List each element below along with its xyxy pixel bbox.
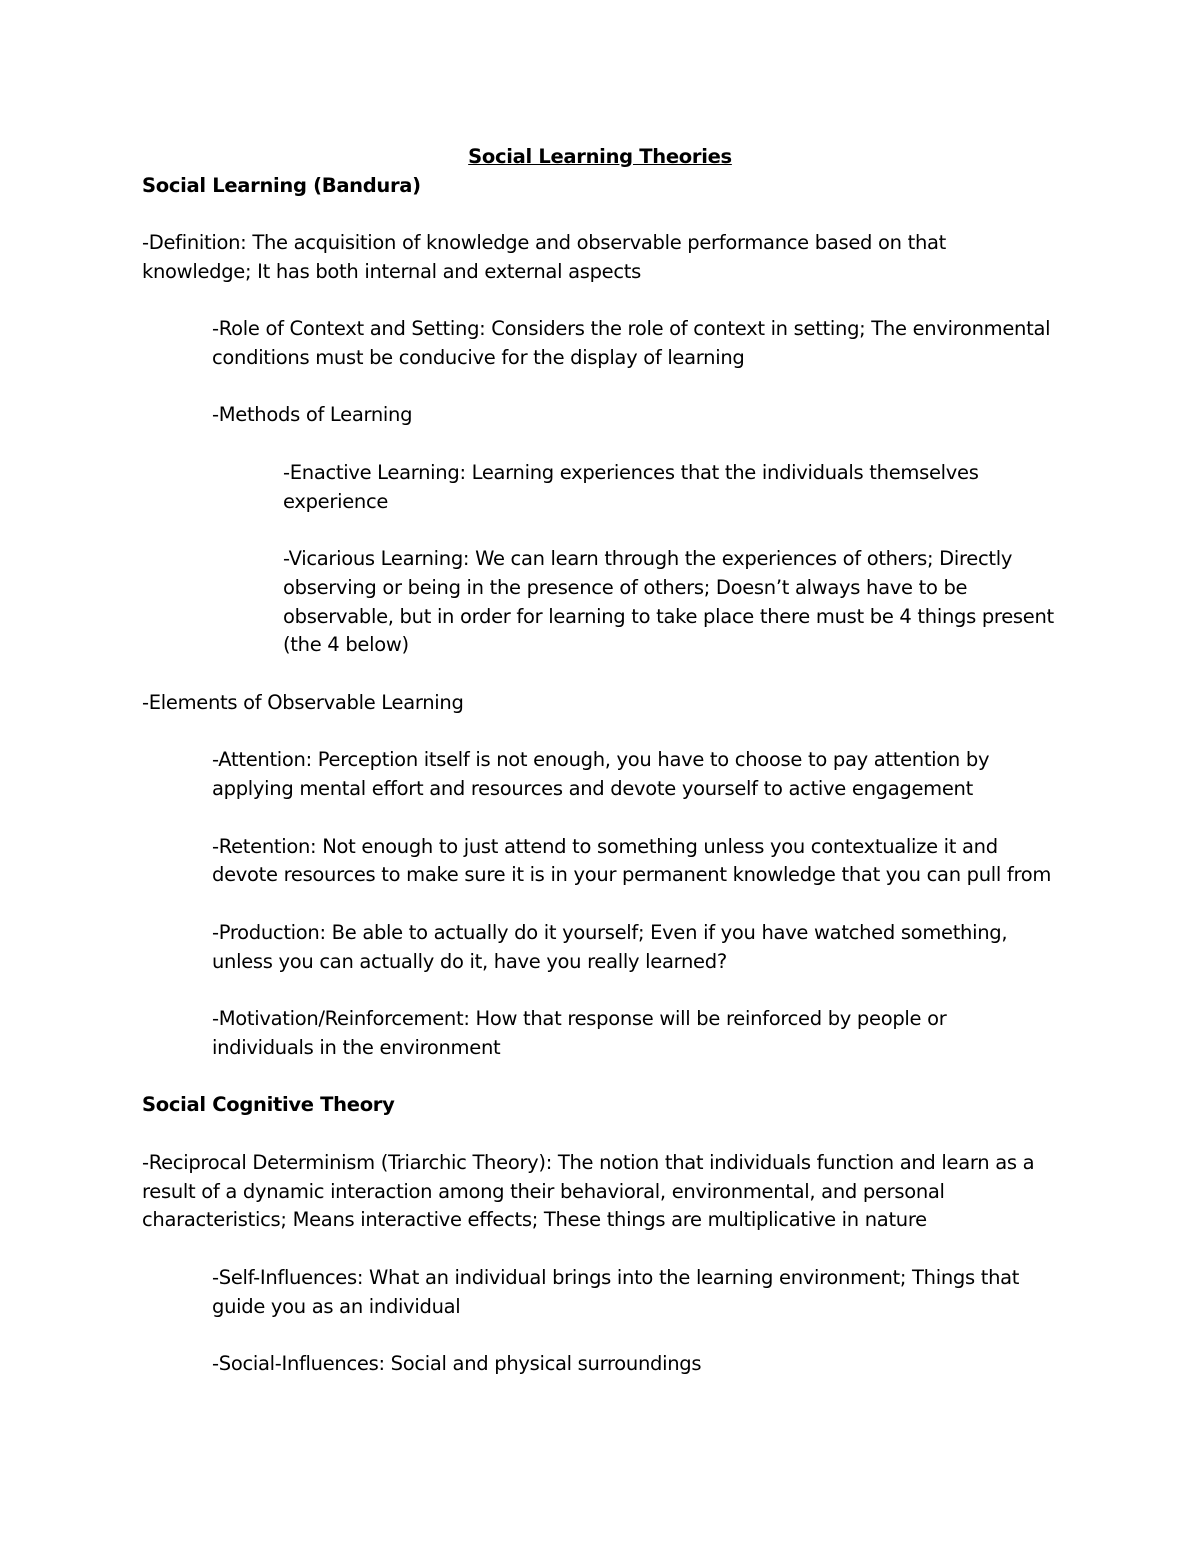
- vicarious-learning-line-3: observable, but in order for learning to take place there must be 4 things present: [283, 605, 1054, 628]
- vicarious-learning-line-4: (the 4 below): [283, 633, 409, 656]
- page-title: Social Learning Theories: [468, 145, 732, 168]
- vicarious-learning-line-2: observing or being in the presence of others; Doesn’t always have to be: [283, 576, 968, 599]
- enactive-learning-line-2: experience: [283, 490, 389, 513]
- retention-line-2: devote resources to make sure it is in your permanent knowledge that you can pull from: [212, 863, 1052, 886]
- role-of-context-line-1: -Role of Context and Setting: Considers the role of context in setting; The environmental: [212, 317, 1051, 340]
- reciprocal-determinism-line-3: characteristics; Means interactive effects; These things are multiplicative in nature: [142, 1208, 927, 1231]
- section-heading-social-learning: Social Learning (Bandura): [142, 174, 421, 197]
- attention-line-1: -Attention: Perception itself is not enough, you have to choose to pay attention by: [212, 748, 990, 771]
- social-influences-line: -Social-Influences: Social and physical surroundings: [212, 1352, 702, 1375]
- definition-line-1: -Definition: The acquisition of knowledge and observable performance based on that: [142, 231, 947, 254]
- definition-line-2: knowledge; It has both internal and external aspects: [142, 260, 641, 283]
- methods-of-learning-heading: -Methods of Learning: [212, 403, 413, 426]
- attention-line-2: applying mental effort and resources and devote yourself to active engagement: [212, 777, 973, 800]
- retention-line-1: -Retention: Not enough to just attend to something unless you contextualize it and: [212, 835, 998, 858]
- production-line-1: -Production: Be able to actually do it yourself; Even if you have watched something,: [212, 921, 1008, 944]
- enactive-learning-line-1: -Enactive Learning: Learning experiences that the individuals themselves: [283, 461, 979, 484]
- elements-heading: -Elements of Observable Learning: [142, 691, 464, 714]
- production-line-2: unless you can actually do it, have you really learned?: [212, 950, 727, 973]
- self-influences-line-1: -Self-Influences: What an individual brings into the learning environment; Things that: [212, 1266, 1020, 1289]
- self-influences-line-2: guide you as an individual: [212, 1295, 461, 1318]
- reciprocal-determinism-line-1: -Reciprocal Determinism (Triarchic Theory): The notion that individuals function and learn as a: [142, 1151, 1035, 1174]
- reciprocal-determinism-line-2: result of a dynamic interaction among their behavioral, environmental, and personal: [142, 1180, 945, 1203]
- motivation-line-2: individuals in the environment: [212, 1036, 501, 1059]
- section-heading-social-cognitive: Social Cognitive Theory: [142, 1093, 395, 1116]
- motivation-line-1: -Motivation/Reinforcement: How that response will be reinforced by people or: [212, 1007, 947, 1030]
- role-of-context-line-2: conditions must be conducive for the display of learning: [212, 346, 745, 369]
- vicarious-learning-line-1: -Vicarious Learning: We can learn through the experiences of others; Directly: [283, 547, 1013, 570]
